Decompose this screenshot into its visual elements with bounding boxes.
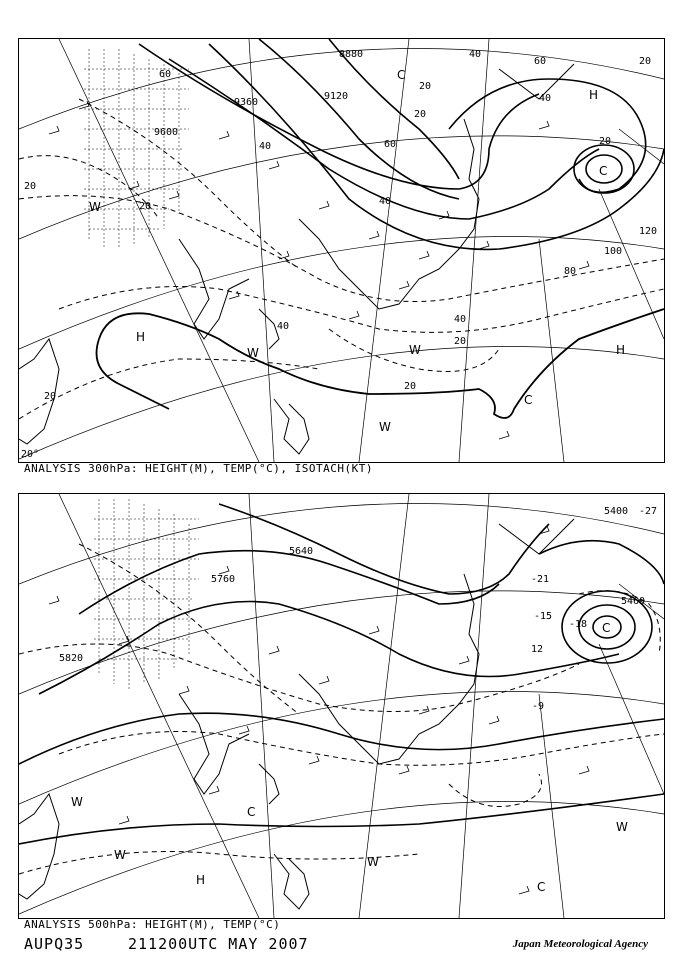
weather-map-500hpa [19, 494, 664, 918]
height-label: 5820 [59, 653, 84, 664]
chart-identifier: AUPQ35 [24, 935, 85, 953]
warm-center-symbol: W [89, 200, 101, 214]
cold-center-symbol: C [247, 805, 256, 819]
height-label: 9600 [154, 127, 179, 138]
warm-center-symbol: W [409, 343, 421, 357]
height-label: 8880 [339, 49, 364, 60]
temp-label: 12 [531, 644, 544, 655]
cold-center-symbol: C [397, 68, 406, 82]
high-pressure-symbol: H [589, 88, 599, 102]
high-pressure-symbol: H [136, 330, 146, 344]
isotach-label: 40 [379, 196, 392, 207]
isotach-label: 20 [24, 181, 37, 192]
warm-center-symbol: W [379, 420, 391, 434]
agency-credit: Japan Meteorological Agency [512, 938, 648, 950]
height-label: 5400 [604, 506, 629, 517]
cold-center-symbol: C [599, 164, 608, 178]
height-contours [19, 504, 664, 844]
isotach-label: 40 [469, 49, 482, 60]
isotach-label: 100 [604, 246, 623, 257]
high-pressure-symbol: H [196, 873, 206, 887]
temp-label: -27 [639, 506, 658, 517]
temp-label: -21 [531, 574, 550, 585]
weather-map-300hpa [19, 39, 664, 462]
wind-barbs [49, 526, 589, 894]
panel-caption-500hpa: ANALYSIS 500hPa: HEIGHT(M), TEMP(°C) [24, 918, 281, 931]
isotach-label: 60 [159, 69, 172, 80]
height-label: 5760 [211, 574, 236, 585]
isotach-label: 80 [564, 266, 577, 277]
warm-center-symbol: W [616, 820, 628, 834]
temp-label: -15 [534, 611, 553, 622]
isotach-label: 20 [454, 336, 467, 347]
height-label: 9360 [234, 97, 259, 108]
map-panel-500hpa [18, 493, 665, 919]
warm-center-symbol: W [71, 795, 83, 809]
height-label: 5640 [289, 546, 314, 557]
isotach-label: 20 [139, 201, 152, 212]
isotach-label: 20 [599, 136, 612, 147]
isotach-label: 40 [454, 314, 467, 325]
cold-center-symbol: C [602, 621, 611, 635]
parallels [19, 49, 664, 459]
cold-center-symbol: C [537, 880, 546, 894]
isotherms [19, 544, 664, 874]
isotach-label: 60 [384, 139, 397, 150]
isotach-label: 40 [539, 93, 552, 104]
panel-caption-300hpa: ANALYSIS 300hPa: HEIGHT(M), TEMP(°C), ISOTACH(KT) [24, 462, 374, 475]
temp-label: -18 [569, 619, 588, 630]
hatched-region [84, 49, 189, 249]
isotach-label: 40 [259, 141, 272, 152]
isotach-label: 120 [639, 226, 658, 237]
wind-barbs [49, 101, 589, 439]
jet-axis [99, 309, 664, 418]
warm-center-symbol: W [114, 848, 126, 862]
valid-time: 211200UTC MAY 2007 [128, 935, 309, 953]
warm-center-symbol: W [247, 346, 259, 360]
temp-label: -9 [532, 701, 545, 712]
isotach-label: 20 [639, 56, 652, 67]
isotach-label: 20 [414, 109, 427, 120]
height-label: 9120 [324, 91, 349, 102]
isotach-label: 20 [44, 391, 57, 402]
cold-center-symbol: C [524, 393, 533, 407]
isotach-label: 40 [277, 321, 290, 332]
jet-axis-west [97, 339, 170, 409]
isotach-label: 20 [404, 381, 417, 392]
latitude-label: 20° [21, 449, 40, 460]
warm-center-symbol: W [367, 855, 379, 869]
map-panel-300hpa [18, 38, 665, 463]
meridians [59, 494, 664, 918]
high-pressure-symbol: H [616, 343, 626, 357]
isotach-label: 60 [534, 56, 547, 67]
height-label: 5460 [621, 596, 646, 607]
isotach-label: 20 [419, 81, 432, 92]
